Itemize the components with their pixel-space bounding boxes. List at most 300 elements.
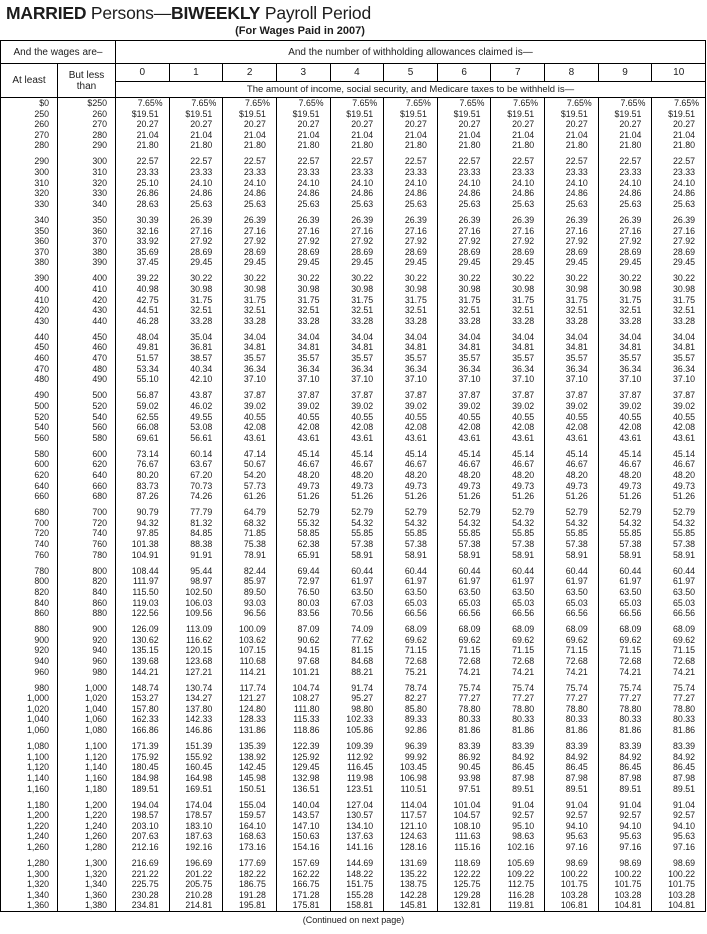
table-row	[1, 890, 705, 901]
cell-at-least: 1,360	[1, 900, 58, 911]
cell-but-less-than: 350	[58, 215, 116, 226]
cell-at-least: 660	[1, 491, 58, 507]
cell-withholding-amount: 30.98	[545, 284, 599, 295]
cell-but-less-than: 1,080	[58, 725, 116, 741]
cell-withholding-amount: 134.10	[331, 821, 385, 832]
cell-withholding-amount: 103.28	[545, 890, 599, 901]
cell-withholding-amount: 116.62	[170, 635, 224, 646]
table-row	[1, 353, 705, 364]
cell-withholding-amount: 25.63	[384, 199, 438, 215]
table-row	[1, 683, 705, 694]
cell-but-less-than: 260	[58, 109, 116, 120]
cell-withholding-amount: 35.57	[223, 353, 277, 364]
cell-withholding-amount: 25.10	[116, 178, 170, 189]
cell-withholding-amount: 35.04	[170, 332, 224, 343]
cell-withholding-amount: 23.33	[545, 167, 599, 178]
cell-withholding-amount: 162.22	[277, 869, 331, 880]
table-row	[1, 215, 705, 226]
cell-withholding-amount: 30.98	[277, 284, 331, 295]
cell-withholding-amount: 39.02	[438, 401, 492, 412]
cell-but-less-than: 340	[58, 199, 116, 215]
cell-withholding-amount: 61.26	[223, 491, 277, 507]
cell-withholding-amount: 230.28	[116, 890, 170, 901]
cell-withholding-amount: 34.04	[331, 332, 385, 343]
cell-withholding-amount: 63.67	[170, 459, 224, 470]
cell-withholding-amount: 39.22	[116, 273, 170, 284]
cell-withholding-amount: 69.62	[673, 634, 696, 645]
cell-but-less-than: 270	[58, 119, 116, 130]
table-row	[1, 810, 705, 821]
cell-withholding-amount: 21.80	[116, 140, 170, 156]
cell-withholding-amount: 23.33	[384, 167, 438, 178]
cell-withholding-amount: 125.75	[438, 879, 492, 890]
cell-withholding-amount: 37.10	[491, 374, 545, 390]
cell-withholding-amount: 150.51	[223, 784, 277, 800]
cell-withholding-amount: 82.44	[223, 566, 277, 577]
cell-withholding-amount: 34.04	[223, 332, 277, 343]
cell-withholding-amount: 70.56	[331, 608, 385, 624]
cell-withholding-amount: 101.75	[599, 879, 653, 890]
cell-withholding-amount: 198.57	[116, 810, 170, 821]
cell-withholding-amount: $19.51	[223, 109, 277, 120]
cell-withholding-amount: 42.08	[545, 422, 599, 433]
cell-withholding-amount: 35.57	[438, 353, 492, 364]
cell-withholding-amount: 50.67	[223, 459, 277, 470]
cell-at-least: 600	[1, 459, 58, 470]
cell-withholding-amount: 65.91	[277, 550, 331, 566]
cell-withholding-amount: 46.67	[599, 459, 653, 470]
cell-withholding-amount: 169.51	[170, 784, 224, 800]
allowance-col-header: 10	[673, 67, 685, 78]
cell-at-least: 620	[1, 470, 58, 481]
cell-withholding-amount: 27.92	[384, 236, 438, 247]
cell-withholding-amount: 54.32	[331, 518, 385, 529]
cell-withholding-amount: 36.34	[223, 364, 277, 375]
cell-at-least: 1,280	[1, 858, 58, 869]
cell-withholding-amount: 142.28	[384, 890, 438, 901]
cell-withholding-amount: 95.27	[331, 693, 385, 704]
cell-at-least: 340	[1, 215, 58, 226]
cell-withholding-amount: 27.16	[599, 226, 653, 237]
cell-withholding-amount: 145.98	[223, 773, 277, 784]
cell-withholding-amount: 40.55	[223, 412, 277, 423]
cell-withholding-amount: 48.04	[116, 332, 170, 343]
cell-withholding-amount: 31.75	[438, 295, 492, 306]
cell-but-less-than: 660	[58, 481, 116, 492]
cell-withholding-amount: 135.39	[223, 741, 277, 752]
cell-withholding-amount: 29.45	[223, 257, 277, 273]
cell-withholding-amount: $19.51	[331, 109, 385, 120]
cell-withholding-amount: 30.39	[116, 215, 170, 226]
cell-withholding-amount: 214.81	[170, 900, 224, 911]
cell-at-least: 940	[1, 656, 58, 667]
cell-withholding-amount: 81.86	[491, 725, 545, 741]
cell-at-least: 1,300	[1, 869, 58, 880]
table-row	[1, 550, 705, 566]
cell-at-least: 1,100	[1, 752, 58, 763]
cell-withholding-amount: 49.73	[384, 481, 438, 492]
cell-at-least: 360	[1, 236, 58, 247]
cell-but-less-than: 540	[58, 412, 116, 423]
cell-withholding-amount: 63.50	[545, 587, 599, 598]
table-row	[1, 608, 705, 624]
cell-withholding-amount: 115.50	[116, 587, 170, 598]
cell-at-least: 700	[1, 518, 58, 529]
cell-withholding-amount: 171.28	[277, 890, 331, 901]
cell-withholding-amount: 37.10	[545, 374, 599, 390]
cell-withholding-amount: 51.26	[491, 491, 545, 507]
cell-but-less-than: 1,320	[58, 869, 116, 880]
cell-withholding-amount: 40.55	[491, 412, 545, 423]
table-row	[1, 656, 705, 667]
table-row	[1, 704, 705, 715]
table-row	[1, 821, 705, 832]
cell-withholding-amount: $19.51	[384, 109, 438, 120]
cell-withholding-amount: 35.57	[545, 353, 599, 364]
cell-withholding-amount: 168.63	[223, 831, 277, 842]
table-header-row-1	[1, 41, 705, 64]
cell-withholding-amount: 87.98	[673, 772, 696, 783]
cell-withholding-amount: 21.80	[438, 140, 492, 156]
cell-withholding-amount: 80.33	[599, 714, 653, 725]
cell-at-least: 900	[1, 635, 58, 646]
cell-withholding-amount: 142.33	[170, 714, 224, 725]
cell-withholding-amount: 111.80	[277, 704, 331, 715]
cell-withholding-amount: 32.51	[599, 305, 653, 316]
cell-withholding-amount: 97.16	[545, 842, 599, 858]
cell-at-least: 1,000	[1, 693, 58, 704]
cell-withholding-amount: 71.15	[438, 645, 492, 656]
cell-at-least: 1,200	[1, 810, 58, 821]
cell-withholding-amount: 21.04	[673, 129, 696, 140]
cell-withholding-amount: 48.20	[384, 470, 438, 481]
cell-withholding-amount: 123.51	[331, 784, 385, 800]
cell-withholding-amount: 131.69	[384, 858, 438, 869]
cell-withholding-amount: 49.73	[277, 481, 331, 492]
cell-withholding-amount: $19.51	[491, 109, 545, 120]
cell-withholding-amount: 71.15	[673, 645, 696, 656]
cell-withholding-amount: 7.65%	[170, 98, 224, 109]
cell-withholding-amount: 20.27	[277, 119, 331, 130]
table-row	[1, 635, 705, 646]
cell-withholding-amount: 75.74	[438, 683, 492, 694]
cell-withholding-amount: 234.81	[116, 900, 170, 911]
cell-at-least: 1,140	[1, 773, 58, 784]
cell-but-less-than: 900	[58, 624, 116, 635]
cell-withholding-amount: 39.02	[223, 401, 277, 412]
cell-withholding-amount: 92.57	[545, 810, 599, 821]
cell-withholding-amount: 52.79	[438, 507, 492, 518]
cell-withholding-amount: 109.56	[170, 608, 224, 624]
table-row	[1, 714, 705, 725]
cell-withholding-amount: 7.65%	[438, 98, 492, 109]
table-row	[1, 539, 705, 550]
cell-but-less-than: 960	[58, 656, 116, 667]
cell-withholding-amount: 100.09	[223, 624, 277, 635]
cell-at-least: $0	[1, 98, 58, 109]
cell-withholding-amount: 27.92	[545, 236, 599, 247]
cell-withholding-amount: 58.91	[545, 550, 599, 566]
table-row	[1, 390, 705, 401]
cell-withholding-amount: 134.27	[170, 693, 224, 704]
cell-withholding-amount: 39.02	[331, 401, 385, 412]
cell-withholding-amount: 42.08	[491, 422, 545, 433]
cell-withholding-amount: 31.75	[170, 295, 224, 306]
cell-withholding-amount: 40.55	[438, 412, 492, 423]
cell-withholding-amount: 31.75	[384, 295, 438, 306]
cell-withholding-amount: 128.33	[223, 714, 277, 725]
cell-withholding-amount: 142.45	[223, 762, 277, 773]
cell-withholding-amount: 28.69	[170, 247, 224, 258]
cell-withholding-amount: 56.87	[116, 390, 170, 401]
cell-withholding-amount: 116.28	[491, 890, 545, 901]
cell-but-less-than: 1,000	[58, 683, 116, 694]
cell-withholding-amount: 20.27	[170, 119, 224, 130]
cell-withholding-amount: 24.86	[673, 188, 696, 199]
cell-withholding-amount: 101.21	[277, 667, 331, 683]
cell-withholding-amount: 108.27	[277, 693, 331, 704]
table-row	[1, 879, 705, 890]
cell-withholding-amount: 110.68	[223, 656, 277, 667]
cell-withholding-amount: 33.28	[438, 316, 492, 332]
cell-withholding-amount: $19.51	[545, 109, 599, 120]
cell-at-least: 1,220	[1, 821, 58, 832]
cell-withholding-amount: 33.28	[599, 316, 653, 332]
cell-withholding-amount: 98.63	[491, 831, 545, 842]
cell-at-least: 380	[1, 257, 58, 273]
cell-withholding-amount: 102.33	[331, 714, 385, 725]
table-header-row-2	[1, 64, 705, 98]
cell-withholding-amount: 21.04	[116, 130, 170, 141]
cell-withholding-amount: 46.67	[545, 459, 599, 470]
cell-withholding-amount: 28.69	[331, 247, 385, 258]
cell-withholding-amount: 65.03	[491, 598, 545, 609]
cell-withholding-amount: 21.04	[277, 130, 331, 141]
cell-withholding-amount: 28.69	[277, 247, 331, 258]
cell-withholding-amount: 93.98	[438, 773, 492, 784]
cell-withholding-amount: 65.03	[599, 598, 653, 609]
cell-but-less-than: 600	[58, 449, 116, 460]
cell-withholding-amount: 21.80	[223, 140, 277, 156]
cell-withholding-amount: 80.33	[545, 714, 599, 725]
cell-withholding-amount: 36.34	[491, 364, 545, 375]
cell-withholding-amount: 57.38	[384, 539, 438, 550]
cell-withholding-amount: 24.86	[331, 188, 385, 199]
table-row	[1, 374, 705, 390]
cell-withholding-amount: 21.04	[170, 130, 224, 141]
cell-but-less-than: 1,380	[58, 900, 116, 911]
but-less-than-header: But less than	[58, 64, 116, 97]
cell-withholding-amount: 75.38	[223, 539, 277, 550]
cell-but-less-than: 390	[58, 257, 116, 273]
cell-withholding-amount: 187.63	[170, 831, 224, 842]
cell-withholding-amount: 212.16	[116, 842, 170, 858]
table-row	[1, 422, 705, 433]
cell-withholding-amount: 20.27	[438, 119, 492, 130]
cell-withholding-amount: 157.69	[277, 858, 331, 869]
table-row	[1, 900, 705, 911]
cell-withholding-amount: 86.45	[599, 762, 653, 773]
cell-but-less-than: 370	[58, 236, 116, 247]
cell-withholding-amount: 121.27	[223, 693, 277, 704]
cell-withholding-amount: 101.04	[438, 800, 492, 811]
cell-withholding-amount: 125.92	[277, 752, 331, 763]
cell-withholding-amount: 98.69	[545, 858, 599, 869]
cell-at-least: 1,240	[1, 831, 58, 842]
cell-withholding-amount: 205.75	[170, 879, 224, 890]
cell-withholding-amount: 144.21	[116, 667, 170, 683]
cell-withholding-amount: 86.45	[545, 762, 599, 773]
cell-withholding-amount: 34.81	[673, 342, 696, 353]
cell-withholding-amount: 28.69	[599, 247, 653, 258]
cell-withholding-amount: 138.92	[223, 752, 277, 763]
cell-withholding-amount: 49.73	[599, 481, 653, 492]
cell-withholding-amount: 51.26	[277, 491, 331, 507]
cell-withholding-amount: 83.39	[491, 741, 545, 752]
cell-withholding-amount: 69.62	[438, 635, 492, 646]
cell-but-less-than: 560	[58, 422, 116, 433]
cell-withholding-amount: 61.97	[545, 576, 599, 587]
cell-withholding-amount: 24.86	[599, 188, 653, 199]
cell-withholding-amount: 43.87	[170, 390, 224, 401]
cell-withholding-amount: 30.22	[384, 273, 438, 284]
cell-at-least: 460	[1, 353, 58, 364]
table-row	[1, 178, 705, 189]
cell-withholding-amount: 28.63	[116, 199, 170, 215]
cell-withholding-amount: 54.32	[673, 517, 696, 528]
cell-but-less-than: 410	[58, 284, 116, 295]
cell-at-least: 260	[1, 119, 58, 130]
cell-withholding-amount: 118.69	[438, 858, 492, 869]
cell-but-less-than: 800	[58, 566, 116, 577]
cell-but-less-than: 430	[58, 305, 116, 316]
cell-withholding-amount: 151.39	[170, 741, 224, 752]
cell-withholding-amount: 27.92	[277, 236, 331, 247]
cell-withholding-amount: 40.55	[384, 412, 438, 423]
cell-withholding-amount: 33.92	[116, 236, 170, 247]
withholding-table	[0, 40, 706, 912]
cell-but-less-than: 920	[58, 635, 116, 646]
cell-withholding-amount: 36.81	[170, 342, 224, 353]
cell-withholding-amount: 58.91	[331, 550, 385, 566]
cell-withholding-amount: 64.79	[223, 507, 277, 518]
cell-withholding-amount: 95.63	[545, 831, 599, 842]
cell-withholding-amount: 186.75	[223, 879, 277, 890]
cell-withholding-amount: 85.80	[384, 704, 438, 715]
cell-but-less-than: 450	[58, 332, 116, 343]
title-married: MARRIED	[6, 3, 87, 23]
cell-withholding-amount: 61.97	[331, 576, 385, 587]
cell-withholding-amount: 191.28	[223, 890, 277, 901]
cell-withholding-amount: 90.62	[277, 635, 331, 646]
cell-withholding-amount: 45.14	[384, 449, 438, 460]
cell-withholding-amount: 55.10	[116, 374, 170, 390]
cell-withholding-amount: 30.98	[384, 284, 438, 295]
cell-withholding-amount: 36.34	[438, 364, 492, 375]
cell-withholding-amount: 80.33	[673, 714, 696, 725]
cell-withholding-amount: 56.61	[170, 433, 224, 449]
cell-withholding-amount: 80.33	[438, 714, 492, 725]
cell-withholding-amount: 60.44	[438, 566, 492, 577]
cell-withholding-amount: 77.27	[673, 693, 696, 704]
cell-withholding-amount: 83.39	[673, 741, 696, 752]
cell-withholding-amount: 51.26	[384, 491, 438, 507]
cell-withholding-amount: 78.80	[438, 704, 492, 715]
cell-withholding-amount: 155.28	[331, 890, 385, 901]
cell-withholding-amount: 69.62	[545, 635, 599, 646]
cell-withholding-amount: 95.63	[673, 831, 696, 842]
cell-at-least: 680	[1, 507, 58, 518]
cell-but-less-than: 580	[58, 433, 116, 449]
cell-withholding-amount: 49.73	[438, 481, 492, 492]
cell-withholding-amount: 37.45	[116, 257, 170, 273]
cell-at-least: 920	[1, 645, 58, 656]
cell-withholding-amount: 30.98	[673, 284, 696, 294]
cell-withholding-amount: 25.63	[599, 199, 653, 215]
allowance-col-header: 2	[223, 64, 277, 81]
cell-but-less-than: 740	[58, 528, 116, 539]
cell-withholding-amount: 55.85	[438, 528, 492, 539]
cell-withholding-amount: 68.09	[384, 624, 438, 635]
cell-withholding-amount: 61.97	[384, 576, 438, 587]
cell-withholding-amount: 42.10	[170, 374, 224, 390]
cell-withholding-amount: 51.57	[116, 353, 170, 364]
cell-withholding-amount: 24.10	[599, 178, 653, 189]
cell-withholding-amount: 54.32	[545, 518, 599, 529]
cell-withholding-amount: 36.34	[673, 363, 696, 374]
allowance-col-header: 8	[545, 64, 599, 81]
cell-withholding-amount: 62.38	[277, 539, 331, 550]
cell-withholding-amount: 45.14	[438, 449, 492, 460]
cell-withholding-amount: 26.39	[599, 215, 653, 226]
cell-withholding-amount: 39.02	[277, 401, 331, 412]
cell-withholding-amount: 90.45	[438, 762, 492, 773]
cell-withholding-amount: 30.98	[599, 284, 653, 295]
cell-at-least: 780	[1, 566, 58, 577]
cell-withholding-amount: 52.79	[384, 507, 438, 518]
cell-withholding-amount: 99.92	[384, 752, 438, 763]
cell-withholding-amount: 221.22	[116, 869, 170, 880]
cell-withholding-amount: 132.98	[277, 773, 331, 784]
cell-withholding-amount: 36.34	[331, 364, 385, 375]
cell-but-less-than: 1,120	[58, 752, 116, 763]
cell-at-least: 580	[1, 449, 58, 460]
cell-withholding-amount: 47.14	[223, 449, 277, 460]
cell-withholding-amount: 91.04	[491, 800, 545, 811]
cell-withholding-amount: 28.69	[223, 247, 277, 258]
cell-withholding-amount: 48.20	[491, 470, 545, 481]
cell-withholding-amount: 26.39	[384, 215, 438, 226]
cell-withholding-amount: 131.86	[223, 725, 277, 741]
cell-withholding-amount: 178.57	[170, 810, 224, 821]
cell-at-least: 540	[1, 422, 58, 433]
table-row	[1, 156, 705, 167]
cell-withholding-amount: 69.62	[491, 635, 545, 646]
table-row	[1, 773, 705, 784]
cell-withholding-amount: 26.39	[491, 215, 545, 226]
cell-at-least: 300	[1, 167, 58, 178]
cell-withholding-amount: 51.26	[673, 491, 696, 502]
cell-withholding-amount: 22.57	[545, 156, 599, 167]
cell-withholding-amount: 32.51	[384, 305, 438, 316]
cell-at-least: 800	[1, 576, 58, 587]
cell-withholding-amount: 22.57	[277, 156, 331, 167]
cell-withholding-amount: 24.86	[170, 188, 224, 199]
cell-withholding-amount: 36.34	[545, 364, 599, 375]
cell-but-less-than: 940	[58, 645, 116, 656]
cell-withholding-amount: 225.75	[116, 879, 170, 890]
cell-withholding-amount: 82.27	[384, 693, 438, 704]
